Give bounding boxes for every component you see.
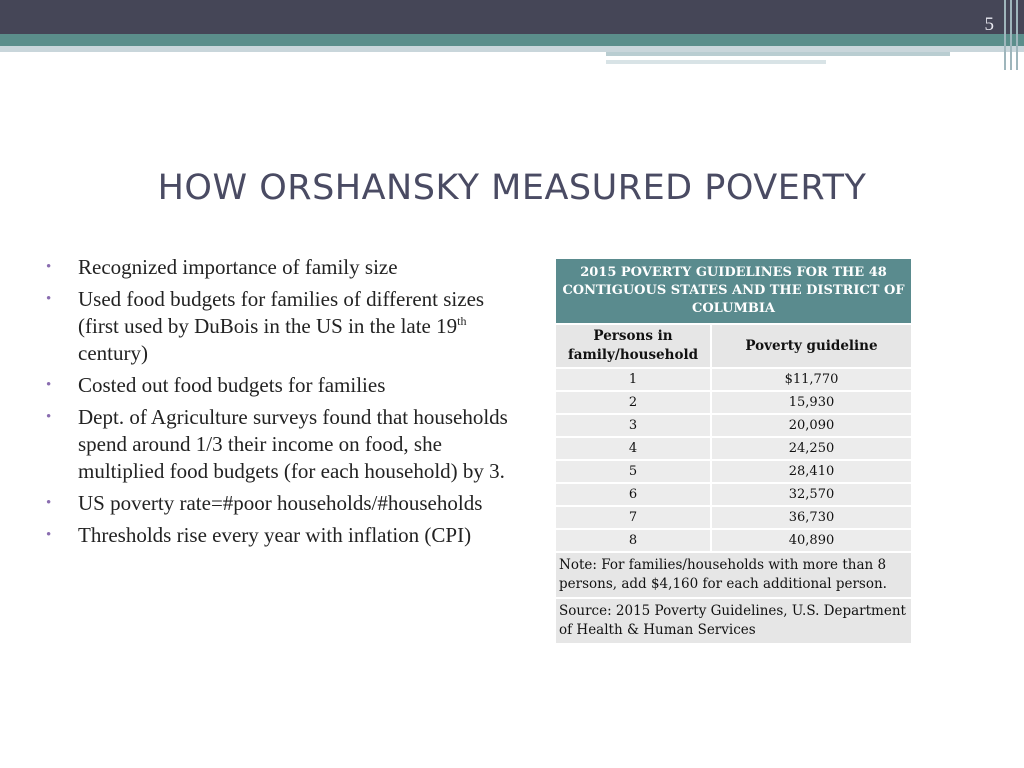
guideline-cell: 20,090 (711, 414, 912, 437)
bullet-superscript: th (457, 314, 467, 328)
persons-cell: 6 (555, 483, 711, 506)
guideline-cell: 40,890 (711, 529, 912, 552)
guideline-cell: 36,730 (711, 506, 912, 529)
slide-number: 5 (984, 14, 994, 35)
persons-cell: 4 (555, 437, 711, 460)
bullet-text: Thresholds rise every year with inflation (CPI) (78, 523, 472, 547)
header-vertical-line (1010, 0, 1012, 70)
column-header-guideline: Poverty guideline (711, 324, 912, 368)
table-row (555, 529, 912, 552)
persons-cell: 3 (555, 414, 711, 437)
bullet-text: Costed out food budgets for families (78, 373, 386, 397)
table-row (555, 368, 912, 391)
guideline-cell: 32,570 (711, 483, 912, 506)
table-row (555, 414, 912, 437)
bullet-icon: • (46, 291, 52, 307)
bullet-text: US poverty rate=#poor households/#households (78, 491, 483, 515)
bullet-icon: • (46, 495, 52, 511)
list-item (44, 372, 514, 399)
bullet-text: century) (78, 341, 148, 365)
bullet-text: Recognized importance of family size (78, 255, 398, 279)
bullet-icon: • (46, 377, 52, 393)
persons-cell: 2 (555, 391, 711, 414)
bullet-icon: • (46, 259, 52, 275)
table-row (555, 483, 912, 506)
persons-cell: 7 (555, 506, 711, 529)
list-item (44, 404, 514, 485)
guideline-cell: 24,250 (711, 437, 912, 460)
table-note: Note: For families/households with more than 8 persons, add $4,160 for each additional person. (555, 552, 912, 598)
table-caption: 2015 POVERTY GUIDELINES FOR THE 48 CONTIGUOUS STATES AND THE DISTRICT OF COLUMBIA (555, 258, 912, 324)
guideline-cell: 15,930 (711, 391, 912, 414)
page-title: HOW ORSHANSKY MEASURED POVERTY (157, 168, 867, 208)
table-row (555, 460, 912, 483)
persons-cell: 5 (555, 460, 711, 483)
table-row (555, 391, 912, 414)
bullet-icon: • (46, 527, 52, 543)
header-band (0, 0, 1024, 34)
header-vertical-line (1004, 0, 1006, 70)
list-item (44, 522, 514, 549)
list-item (44, 490, 514, 517)
table-source: Source: 2015 Poverty Guidelines, U.S. Department of Health & Human Services (555, 598, 912, 644)
guideline-cell: 28,410 (711, 460, 912, 483)
bullet-text: Used food budgets for families of different sizes (first used by DuBois in the US in the late 19 (78, 287, 485, 338)
table-row (555, 506, 912, 529)
header-stripe (606, 52, 950, 56)
header-accent-band (0, 34, 1024, 46)
bullet-list (44, 254, 514, 554)
bullet-text: Dept. of Agriculture surveys found that households spend around 1/3 their income on food, she multiplied food budgets (for each household) by 3. (78, 405, 508, 483)
header-stripe (606, 60, 826, 64)
guideline-cell: $11,770 (711, 368, 912, 391)
table-row (555, 437, 912, 460)
list-item (44, 254, 514, 281)
poverty-guidelines-table (554, 257, 913, 645)
header-vertical-line (1016, 0, 1018, 70)
bullet-icon: • (46, 409, 52, 425)
persons-cell: 1 (555, 368, 711, 391)
persons-cell: 8 (555, 529, 711, 552)
list-item (44, 286, 514, 367)
column-header-persons: Persons in family/household (555, 324, 711, 368)
